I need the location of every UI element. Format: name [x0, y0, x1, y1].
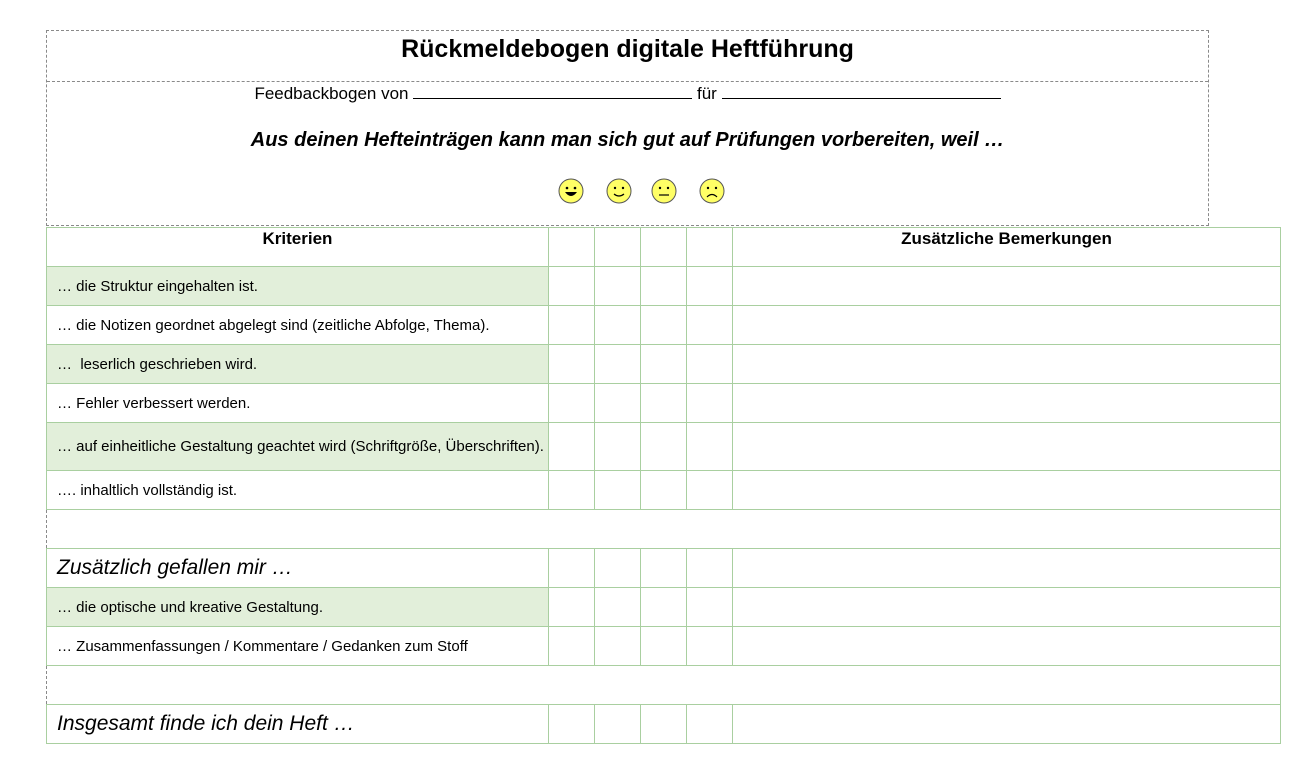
table-row [47, 705, 1281, 744]
sad-face-icon [699, 178, 725, 204]
section-heading-cell: Insgesamt finde ich dein Heft … [47, 705, 549, 744]
rating-header-cell [595, 228, 641, 267]
feedback-for-field[interactable] [722, 84, 1001, 99]
rating-cell[interactable] [687, 384, 733, 423]
feedback-for-label: für [696, 84, 717, 103]
rating-cell[interactable] [549, 627, 595, 666]
rating-cell[interactable] [549, 705, 595, 744]
feedback-from-field[interactable] [413, 84, 692, 99]
very-happy-face-icon [558, 178, 584, 204]
rating-cell[interactable] [595, 345, 641, 384]
rating-cell[interactable] [595, 306, 641, 345]
table-row [47, 423, 1281, 471]
rating-cell[interactable] [687, 471, 733, 510]
rating-cell[interactable] [549, 588, 595, 627]
subtitle-prompt: Aus deinen Hefteinträgen kann man sich gut auf Prüfungen vorbereiten, weil … [250, 129, 1005, 151]
rating-cell[interactable] [641, 627, 687, 666]
table-row [47, 267, 1281, 306]
rating-cell[interactable] [687, 345, 733, 384]
rating-cell[interactable] [549, 471, 595, 510]
rating-cell[interactable] [549, 549, 595, 588]
table-row [47, 306, 1281, 345]
spacer-row [47, 510, 1281, 549]
rating-cell[interactable] [595, 267, 641, 306]
rating-cell[interactable] [595, 471, 641, 510]
rating-cell[interactable] [687, 267, 733, 306]
happy-face-icon [606, 178, 632, 204]
rating-cell[interactable] [641, 549, 687, 588]
rating-cell[interactable] [549, 423, 595, 471]
rating-cell[interactable] [641, 267, 687, 306]
rating-cell[interactable] [641, 306, 687, 345]
rating-cell[interactable] [687, 423, 733, 471]
rating-cell[interactable] [687, 549, 733, 588]
rating-cell[interactable] [549, 384, 595, 423]
title-row [47, 31, 1208, 82]
criterion-cell: …. inhaltlich vollständig ist. [47, 471, 549, 510]
rating-scale-legend [47, 178, 1208, 206]
rating-cell[interactable] [595, 549, 641, 588]
spacer-cell [47, 510, 1281, 549]
rating-header-cell [549, 228, 595, 267]
rating-cell[interactable] [687, 627, 733, 666]
header-box [46, 30, 1209, 226]
rating-cell[interactable] [641, 345, 687, 384]
remarks-cell[interactable] [733, 627, 1281, 666]
rating-cell[interactable] [595, 627, 641, 666]
criterion-cell: … die optische und kreative Gestaltung. [47, 588, 549, 627]
rating-cell[interactable] [549, 267, 595, 306]
rating-cell[interactable] [687, 705, 733, 744]
rating-header-cell [687, 228, 733, 267]
rating-cell[interactable] [549, 345, 595, 384]
remarks-cell[interactable] [733, 705, 1281, 744]
rating-cell[interactable] [595, 384, 641, 423]
remarks-cell[interactable] [733, 588, 1281, 627]
rating-cell[interactable] [687, 306, 733, 345]
remarks-cell[interactable] [733, 471, 1281, 510]
rating-cell[interactable] [595, 705, 641, 744]
rating-cell[interactable] [641, 423, 687, 471]
remarks-header: Zusätzliche Bemerkungen [733, 228, 1281, 267]
criterion-cell: … die Notizen geordnet abgelegt sind (zeitliche Abfolge, Thema). [47, 306, 549, 345]
criterion-cell: … leserlich geschrieben wird. [47, 345, 549, 384]
rating-header-cell [641, 228, 687, 267]
spacer-cell [47, 666, 1281, 705]
table-row [47, 345, 1281, 384]
remarks-cell[interactable] [733, 423, 1281, 471]
criteria-header: Kriterien [47, 228, 549, 267]
feedback-line [47, 83, 1208, 105]
neutral-face-icon [651, 178, 677, 204]
rating-cell[interactable] [641, 384, 687, 423]
section-heading-cell: Zusätzlich gefallen mir … [47, 549, 549, 588]
criterion-cell: … Zusammenfassungen / Kommentare / Gedanken zum Stoff [47, 627, 549, 666]
rating-cell[interactable] [687, 588, 733, 627]
table-row [47, 549, 1281, 588]
criterion-cell: … die Struktur eingehalten ist. [47, 267, 549, 306]
remarks-cell[interactable] [733, 384, 1281, 423]
criteria-table [46, 227, 1281, 744]
spacer-row [47, 666, 1281, 705]
table-header-row [47, 228, 1281, 267]
rating-cell[interactable] [641, 705, 687, 744]
criterion-cell: … auf einheitliche Gestaltung geachtet wird (Schriftgröße, Überschriften). [47, 423, 549, 471]
feedback-from-label: Feedbackbogen von [254, 84, 409, 103]
table-row [47, 471, 1281, 510]
table-row [47, 384, 1281, 423]
rating-cell[interactable] [641, 588, 687, 627]
rating-cell[interactable] [549, 306, 595, 345]
remarks-cell[interactable] [733, 345, 1281, 384]
criterion-cell: … Fehler verbessert werden. [47, 384, 549, 423]
remarks-cell[interactable] [733, 549, 1281, 588]
remarks-cell[interactable] [733, 306, 1281, 345]
remarks-cell[interactable] [733, 267, 1281, 306]
rating-cell[interactable] [595, 423, 641, 471]
rating-cell[interactable] [595, 588, 641, 627]
table-row [47, 588, 1281, 627]
rating-cell[interactable] [641, 471, 687, 510]
table-row [47, 627, 1281, 666]
page-title: Rückmeldebogen digitale Heftführung [401, 35, 854, 63]
